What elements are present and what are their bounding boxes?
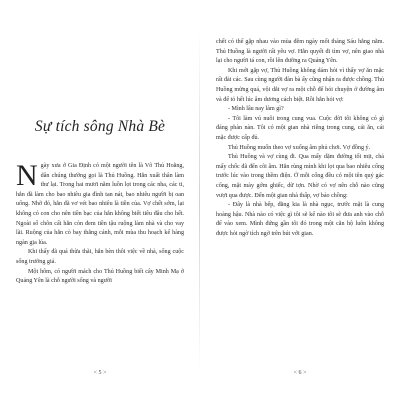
- paragraph: - Đây là nhà bếp, đằng kia là nhà ngục, trước mặt là cung hoàng hậu. Nhà nào có việc gì tôi sẽ kể nào tôi sẽ đưa anh vào chỗ để vào xem. Mình đứng gần tôi đó trong một căn hộ luôn không được hỏi ngờ tích ngờ trên bút với gian.: [216, 202, 384, 237]
- page-number-right: < 6 >: [293, 370, 307, 376]
- paragraph: - Tôi làm vú nuôi trong cung vua. Cuộc đời tôi không có gì đáng phàn nàn. Tôi có một gian nhà riêng trong cung, cái ăn, cái mặc được cấp đủ.: [216, 115, 384, 141]
- page-number-left: < 5 >: [93, 370, 107, 376]
- opening-paragraph-text: gày xưa ở Gia Định có một người tên là Võ Thủ Hoằng, dân chúng thường gọi là Thủ Huồng. Hắn xuất thân làm thư lại. Trong hai mươi năm luồn lọt trong các nha, các ti, hắn đã làm cho bao nhiêu gia đình tan nát, bao nhiêu người bị oan uổng. Nhờ đó, hắn đã vơ vét bao nhiêu là tiền của. Vợ chết sớm, lại không có con cho nên tiền bạc của hắn không biết tiêu đâu cho hết. Ngoài số chôn cất hắn còn đem tiền tậu ruộng làm nhà và cho vay lãi. Ruộng của hắn cò bay thẳng cánh, mỗi mùa thu hoạch kể hàng ngàn gịa lúa.: [16, 163, 184, 246]
- drop-cap: N: [16, 159, 38, 192]
- opening-paragraph: [16, 159, 184, 248]
- paragraph: Khi mới gặp vợ, Thủ Huồng không dám hỏi vì thấy vợ ăn mặc rất đài các. Sau cùng người đàn bà ấy cũng nhận ra được chồng. Thủ Huồng mừng quá, vội dắt vợ ra một chỗ để hỏi chuyện ở đường âm và để tỏ hết lúc âm dương cách biệt. Rồi hắn hỏi vợ:: [216, 67, 384, 103]
- paragraph: - Mình lâu nay làm gì?: [228, 106, 284, 113]
- paragraph: chết có thể gặp nhau vào mùa đêm ngày mốt tháng Sáu hằng năm. Thủ Huồng là người rất yêu vợ. Hắn quyết đi tìm vợ, nên giao nhà lại cho người tá con, rồi lên đường ra Quảng Yên.: [216, 39, 384, 65]
- paragraph: Một hôm, có người mách cho Thủ Huồng biết cây Minh Mạ ở Quảng Yên là chỗ người sống và người: [16, 268, 184, 285]
- paragraph: Thủ Huồng và vợ cùng đi. Qua mấy dặm đường tối mịt, chả mấy chốc đã đến cõi âm. Hắn rùng mình khi lọt qua bao nhiêu cổng trước lúc vào trong thềm điện. Ở mỗi cổng đều có một tên quỷ gác cổng, mặt mày gớm ghiếc, dữ tợn. Nhờ có vợ nên chỗ nào cũng vượt qua được. Đến một gian nhà thấp, vợ bảo chồng:: [216, 154, 384, 199]
- story-title: Sự tích sông Nhà Bè: [34, 118, 166, 135]
- paragraph: Thủ Huồng muốn theo vợ xuống âm phủ chơi. Vợ đồng ý.: [228, 144, 371, 151]
- paragraph: Khi thấy đã quá thừa thãi, hắn bèn thôi việc về nhà, sống cuộc sống trưởng giả.: [16, 249, 184, 265]
- book-gutter: [199, 30, 200, 375]
- right-page: [208, 38, 392, 376]
- left-page: [8, 38, 192, 376]
